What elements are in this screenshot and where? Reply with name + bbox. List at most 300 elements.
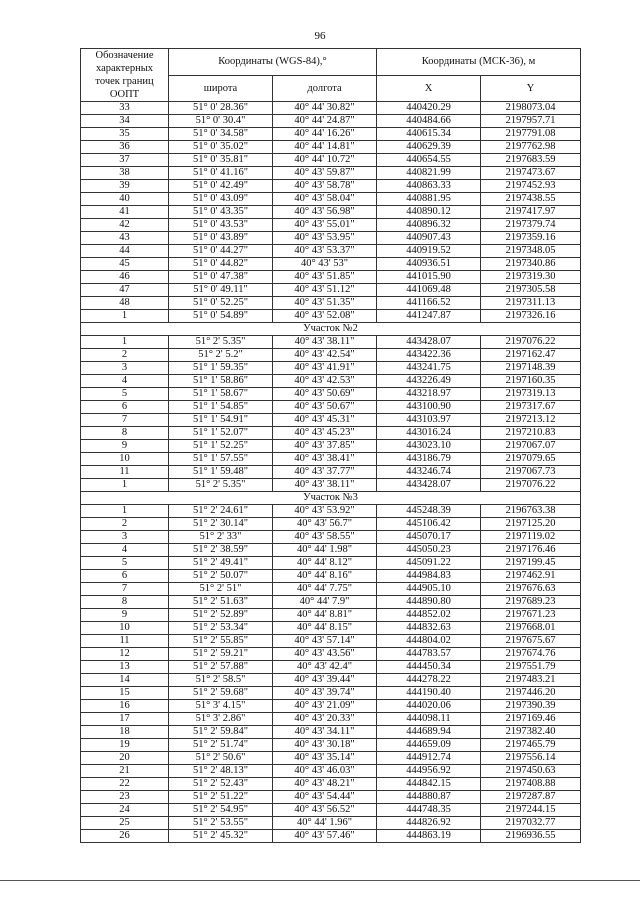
x-cell: 443103.97	[377, 414, 481, 427]
y-cell: 2197311.13	[481, 297, 581, 310]
y-cell: 2197382.40	[481, 726, 581, 739]
longitude-cell: 40° 44' 8.12"	[273, 557, 377, 570]
latitude-cell: 51° 0' 28.36"	[169, 102, 273, 115]
point-number-cell: 25	[81, 817, 169, 830]
longitude-header: долгота	[273, 75, 377, 102]
table-row	[81, 583, 581, 596]
longitude-cell: 40° 44' 7.75"	[273, 583, 377, 596]
longitude-cell: 40° 43' 53.95"	[273, 232, 377, 245]
point-number-cell: 5	[81, 557, 169, 570]
point-number-cell: 17	[81, 713, 169, 726]
y-cell: 2197791.08	[481, 128, 581, 141]
x-cell: 440919.52	[377, 245, 481, 258]
longitude-cell: 40° 43' 50.67"	[273, 401, 377, 414]
longitude-cell: 40° 44' 8.81"	[273, 609, 377, 622]
x-cell: 443226.49	[377, 375, 481, 388]
x-cell: 440654.55	[377, 154, 481, 167]
latitude-cell: 51° 2' 45.32"	[169, 830, 273, 843]
x-cell: 445091.22	[377, 557, 481, 570]
table-row	[81, 427, 581, 440]
x-cell: 443023.10	[377, 440, 481, 453]
y-cell: 2197762.98	[481, 141, 581, 154]
table-row	[81, 778, 581, 791]
y-cell: 2197683.59	[481, 154, 581, 167]
y-cell: 2197674.76	[481, 648, 581, 661]
x-cell: 441069.48	[377, 284, 481, 297]
latitude-cell: 51° 2' 58.5"	[169, 674, 273, 687]
y-cell: 2197305.58	[481, 284, 581, 297]
longitude-cell: 40° 43' 21.09"	[273, 700, 377, 713]
point-number-cell: 7	[81, 414, 169, 427]
point-number-cell: 10	[81, 453, 169, 466]
y-cell: 2197210.83	[481, 427, 581, 440]
y-cell: 2197551.79	[481, 661, 581, 674]
page-number: 96	[314, 30, 326, 42]
point-number-cell: 33	[81, 102, 169, 115]
longitude-cell: 40° 43' 42.53"	[273, 375, 377, 388]
point-number-cell: 35	[81, 128, 169, 141]
longitude-cell: 40° 43' 55.01"	[273, 219, 377, 232]
latitude-cell: 51° 0' 43.35"	[169, 206, 273, 219]
y-cell: 2197287.87	[481, 791, 581, 804]
latitude-cell: 51° 2' 5.2"	[169, 349, 273, 362]
longitude-cell: 40° 43' 30.18"	[273, 739, 377, 752]
latitude-cell: 51° 0' 35.02"	[169, 141, 273, 154]
latitude-cell: 51° 1' 52.25"	[169, 440, 273, 453]
y-cell: 2198073.04	[481, 102, 581, 115]
y-cell: 2197689.23	[481, 596, 581, 609]
point-number-cell: 8	[81, 596, 169, 609]
table-row	[81, 258, 581, 271]
section-title-row	[81, 323, 581, 336]
table-row	[81, 336, 581, 349]
table-row	[81, 765, 581, 778]
table-row	[81, 310, 581, 323]
point-number-cell: 18	[81, 726, 169, 739]
y-cell: 2197067.07	[481, 440, 581, 453]
longitude-cell: 40° 43' 51.35"	[273, 297, 377, 310]
longitude-cell: 40° 43' 41.91"	[273, 362, 377, 375]
x-cell: 444863.19	[377, 830, 481, 843]
y-cell: 2196763.38	[481, 505, 581, 518]
latitude-cell: 51° 1' 59.48"	[169, 466, 273, 479]
x-cell: 444842.15	[377, 778, 481, 791]
latitude-cell: 51° 0' 44.27"	[169, 245, 273, 258]
point-number-cell: 8	[81, 427, 169, 440]
latitude-cell: 51° 2' 49.41"	[169, 557, 273, 570]
longitude-cell: 40° 44' 10.72"	[273, 154, 377, 167]
table-row	[81, 726, 581, 739]
table-row	[81, 661, 581, 674]
x-cell: 444190.40	[377, 687, 481, 700]
table-row	[81, 154, 581, 167]
table-row	[81, 219, 581, 232]
x-cell: 444020.06	[377, 700, 481, 713]
section-title: Участок №2	[81, 323, 581, 336]
longitude-cell: 40° 43' 38.41"	[273, 453, 377, 466]
latitude-cell: 51° 2' 51.74"	[169, 739, 273, 752]
x-cell: 441247.87	[377, 310, 481, 323]
longitude-cell: 40° 43' 45.23"	[273, 427, 377, 440]
y-cell: 2197676.63	[481, 583, 581, 596]
longitude-cell: 40° 43' 52.08"	[273, 310, 377, 323]
y-cell: 2197348.05	[481, 245, 581, 258]
section-title: Участок №3	[81, 492, 581, 505]
latitude-cell: 51° 0' 54.89"	[169, 310, 273, 323]
y-cell: 2197408.88	[481, 778, 581, 791]
table-row	[81, 505, 581, 518]
longitude-cell: 40° 43' 59.87"	[273, 167, 377, 180]
longitude-cell: 40° 44' 30.82"	[273, 102, 377, 115]
y-cell: 2197675.67	[481, 635, 581, 648]
longitude-cell: 40° 44' 8.15"	[273, 622, 377, 635]
point-number-cell: 48	[81, 297, 169, 310]
y-cell: 2197462.91	[481, 570, 581, 583]
y-cell: 2197957.71	[481, 115, 581, 128]
x-cell: 445106.42	[377, 518, 481, 531]
table-row	[81, 687, 581, 700]
y-cell: 2197340.86	[481, 258, 581, 271]
x-cell: 444826.92	[377, 817, 481, 830]
longitude-cell: 40° 43' 39.74"	[273, 687, 377, 700]
y-cell: 2197148.39	[481, 362, 581, 375]
latitude-cell: 51° 2' 55.85"	[169, 635, 273, 648]
x-cell: 441166.52	[377, 297, 481, 310]
point-number-cell: 5	[81, 388, 169, 401]
x-cell: 441015.90	[377, 271, 481, 284]
table-body	[81, 102, 581, 843]
latitude-cell: 51° 0' 35.81"	[169, 154, 273, 167]
point-number-cell: 4	[81, 544, 169, 557]
latitude-cell: 51° 2' 53.55"	[169, 817, 273, 830]
point-number-cell: 23	[81, 791, 169, 804]
y-cell: 2197076.22	[481, 479, 581, 492]
latitude-cell: 51° 2' 51.22"	[169, 791, 273, 804]
point-number-cell: 2	[81, 518, 169, 531]
x-cell: 444890.80	[377, 596, 481, 609]
latitude-cell: 51° 1' 59.35"	[169, 362, 273, 375]
longitude-cell: 40° 43' 37.85"	[273, 440, 377, 453]
longitude-cell: 40° 43' 51.85"	[273, 271, 377, 284]
latitude-cell: 51° 2' 50.07"	[169, 570, 273, 583]
point-number-cell: 38	[81, 167, 169, 180]
point-number-cell: 46	[81, 271, 169, 284]
x-cell: 443241.75	[377, 362, 481, 375]
longitude-cell: 40° 43' 38.11"	[273, 479, 377, 492]
table-row	[81, 713, 581, 726]
y-cell: 2197668.01	[481, 622, 581, 635]
table-row	[81, 635, 581, 648]
y-cell: 2197379.74	[481, 219, 581, 232]
x-cell: 443016.24	[377, 427, 481, 440]
x-cell: 444912.74	[377, 752, 481, 765]
table-row	[81, 557, 581, 570]
x-cell: 444689.94	[377, 726, 481, 739]
point-number-cell: 11	[81, 635, 169, 648]
point-number-cell: 3	[81, 362, 169, 375]
y-cell: 2197417.97	[481, 206, 581, 219]
longitude-cell: 40° 43' 20.33"	[273, 713, 377, 726]
y-cell: 2197473.67	[481, 167, 581, 180]
x-cell: 440821.99	[377, 167, 481, 180]
x-cell: 440881.95	[377, 193, 481, 206]
point-number-cell: 40	[81, 193, 169, 206]
longitude-cell: 40° 43' 50.69"	[273, 388, 377, 401]
table-row	[81, 752, 581, 765]
table-row	[81, 700, 581, 713]
latitude-cell: 51° 2' 52.43"	[169, 778, 273, 791]
point-number-cell: 19	[81, 739, 169, 752]
y-cell: 2197671.23	[481, 609, 581, 622]
y-cell: 2197483.21	[481, 674, 581, 687]
latitude-cell: 51° 0' 52.25"	[169, 297, 273, 310]
table-row	[81, 128, 581, 141]
table-row	[81, 193, 581, 206]
latitude-cell: 51° 3' 2.86"	[169, 713, 273, 726]
y-cell: 2197067.73	[481, 466, 581, 479]
latitude-cell: 51° 2' 52.89"	[169, 609, 273, 622]
latitude-cell: 51° 1' 54.85"	[169, 401, 273, 414]
x-header: X	[377, 75, 481, 102]
y-cell: 2197319.30	[481, 271, 581, 284]
point-number-cell: 3	[81, 531, 169, 544]
point-number-cell: 47	[81, 284, 169, 297]
x-cell: 444098.11	[377, 713, 481, 726]
latitude-cell: 51° 2' 30.14"	[169, 518, 273, 531]
point-number-cell: 21	[81, 765, 169, 778]
latitude-cell: 51° 1' 58.67"	[169, 388, 273, 401]
table-row	[81, 167, 581, 180]
x-cell: 444984.83	[377, 570, 481, 583]
table-row	[81, 674, 581, 687]
point-number-cell: 41	[81, 206, 169, 219]
longitude-cell: 40° 43' 39.44"	[273, 674, 377, 687]
latitude-cell: 51° 0' 43.09"	[169, 193, 273, 206]
latitude-cell: 51° 2' 24.61"	[169, 505, 273, 518]
y-cell: 2197169.46	[481, 713, 581, 726]
table-row	[81, 349, 581, 362]
latitude-cell: 51° 0' 47.38"	[169, 271, 273, 284]
longitude-cell: 40° 43' 38.11"	[273, 336, 377, 349]
x-cell: 444450.34	[377, 661, 481, 674]
point-number-cell: 12	[81, 648, 169, 661]
point-number-cell: 7	[81, 583, 169, 596]
table-row	[81, 791, 581, 804]
y-cell: 2197556.14	[481, 752, 581, 765]
table-row	[81, 817, 581, 830]
wgs-group-header: Координаты (WGS-84),°	[169, 49, 377, 76]
x-cell: 440629.39	[377, 141, 481, 154]
point-number-cell: 6	[81, 570, 169, 583]
table-row	[81, 466, 581, 479]
point-number-cell: 14	[81, 674, 169, 687]
x-cell: 440420.29	[377, 102, 481, 115]
latitude-cell: 51° 2' 51"	[169, 583, 273, 596]
table-row	[81, 297, 581, 310]
y-cell: 2197125.20	[481, 518, 581, 531]
longitude-cell: 40° 43' 57.14"	[273, 635, 377, 648]
table-row	[81, 830, 581, 843]
longitude-cell: 40° 44' 7.9"	[273, 596, 377, 609]
y-cell: 2197079.65	[481, 453, 581, 466]
longitude-cell: 40° 43' 58.55"	[273, 531, 377, 544]
longitude-cell: 40° 43' 53"	[273, 258, 377, 271]
y-cell: 2197032.77	[481, 817, 581, 830]
point-number-cell: 1	[81, 479, 169, 492]
longitude-cell: 40° 43' 43.56"	[273, 648, 377, 661]
longitude-cell: 40° 44' 8.16"	[273, 570, 377, 583]
table-row	[81, 622, 581, 635]
y-cell: 2197317.67	[481, 401, 581, 414]
x-cell: 444832.63	[377, 622, 481, 635]
y-cell: 2197326.16	[481, 310, 581, 323]
point-number-cell: 22	[81, 778, 169, 791]
point-number-cell: 16	[81, 700, 169, 713]
x-cell: 440896.32	[377, 219, 481, 232]
x-cell: 445248.39	[377, 505, 481, 518]
table-row	[81, 609, 581, 622]
table-row	[81, 271, 581, 284]
table-row	[81, 141, 581, 154]
msk-group-header: Координаты (МСК-36), м	[377, 49, 581, 76]
table-row	[81, 232, 581, 245]
point-number-cell: 10	[81, 622, 169, 635]
table-row	[81, 739, 581, 752]
point-number-cell: 39	[81, 180, 169, 193]
longitude-cell: 40° 43' 48.21"	[273, 778, 377, 791]
y-cell: 2196936.55	[481, 830, 581, 843]
latitude-cell: 51° 2' 5.35"	[169, 479, 273, 492]
latitude-cell: 51° 2' 57.88"	[169, 661, 273, 674]
longitude-cell: 40° 43' 54.44"	[273, 791, 377, 804]
table-row	[81, 453, 581, 466]
y-cell: 2197446.20	[481, 687, 581, 700]
table-row	[81, 180, 581, 193]
longitude-cell: 40° 43' 58.78"	[273, 180, 377, 193]
y-cell: 2197162.47	[481, 349, 581, 362]
y-cell: 2197438.55	[481, 193, 581, 206]
latitude-cell: 51° 2' 59.68"	[169, 687, 273, 700]
x-cell: 444659.09	[377, 739, 481, 752]
latitude-cell: 51° 2' 54.95"	[169, 804, 273, 817]
y-cell: 2197076.22	[481, 336, 581, 349]
latitude-cell: 51° 1' 54.91"	[169, 414, 273, 427]
table-row	[81, 284, 581, 297]
y-cell: 2197450.63	[481, 765, 581, 778]
x-cell: 444278.22	[377, 674, 481, 687]
longitude-cell: 40° 43' 53.37"	[273, 245, 377, 258]
x-cell: 443428.07	[377, 479, 481, 492]
latitude-cell: 51° 0' 44.82"	[169, 258, 273, 271]
table-row	[81, 648, 581, 661]
latitude-header: широта	[169, 75, 273, 102]
y-cell: 2197213.12	[481, 414, 581, 427]
point-number-cell: 43	[81, 232, 169, 245]
latitude-cell: 51° 2' 38.59"	[169, 544, 273, 557]
x-cell: 440936.51	[377, 258, 481, 271]
point-number-cell: 4	[81, 375, 169, 388]
longitude-cell: 40° 43' 45.31"	[273, 414, 377, 427]
table-row	[81, 245, 581, 258]
point-label-header: Обозначение характерных точек границ ООПТ	[81, 49, 169, 102]
longitude-cell: 40° 44' 1.96"	[273, 817, 377, 830]
table-row	[81, 479, 581, 492]
table-row	[81, 206, 581, 219]
point-number-cell: 6	[81, 401, 169, 414]
point-number-cell: 26	[81, 830, 169, 843]
x-cell: 440863.33	[377, 180, 481, 193]
x-cell: 440615.34	[377, 128, 481, 141]
x-cell: 440907.43	[377, 232, 481, 245]
x-cell: 443246.74	[377, 466, 481, 479]
x-cell: 444852.02	[377, 609, 481, 622]
coordinates-table	[80, 48, 581, 843]
latitude-cell: 51° 2' 53.34"	[169, 622, 273, 635]
table-row	[81, 375, 581, 388]
point-number-cell: 1	[81, 310, 169, 323]
y-cell: 2197160.35	[481, 375, 581, 388]
y-cell: 2197452.93	[481, 180, 581, 193]
longitude-cell: 40° 43' 56.7"	[273, 518, 377, 531]
table-row	[81, 804, 581, 817]
latitude-cell: 51° 0' 42.49"	[169, 180, 273, 193]
table-row	[81, 531, 581, 544]
x-cell: 444783.57	[377, 648, 481, 661]
longitude-cell: 40° 44' 14.81"	[273, 141, 377, 154]
point-number-cell: 9	[81, 609, 169, 622]
y-cell: 2197244.15	[481, 804, 581, 817]
longitude-cell: 40° 43' 42.54"	[273, 349, 377, 362]
latitude-cell: 51° 3' 4.15"	[169, 700, 273, 713]
y-cell: 2197199.45	[481, 557, 581, 570]
table-row	[81, 414, 581, 427]
longitude-cell: 40° 44' 1.98"	[273, 544, 377, 557]
x-cell: 443100.90	[377, 401, 481, 414]
x-cell: 444804.02	[377, 635, 481, 648]
point-number-cell: 44	[81, 245, 169, 258]
table-row	[81, 115, 581, 128]
latitude-cell: 51° 0' 49.11"	[169, 284, 273, 297]
y-cell: 2197390.39	[481, 700, 581, 713]
point-number-cell: 15	[81, 687, 169, 700]
y-cell: 2197359.16	[481, 232, 581, 245]
y-cell: 2197176.46	[481, 544, 581, 557]
longitude-cell: 40° 43' 35.14"	[273, 752, 377, 765]
latitude-cell: 51° 1' 57.55"	[169, 453, 273, 466]
latitude-cell: 51° 0' 41.16"	[169, 167, 273, 180]
point-number-cell: 36	[81, 141, 169, 154]
x-cell: 444905.10	[377, 583, 481, 596]
x-cell: 445050.23	[377, 544, 481, 557]
x-cell: 444880.87	[377, 791, 481, 804]
point-number-cell: 9	[81, 440, 169, 453]
y-cell: 2197465.79	[481, 739, 581, 752]
latitude-cell: 51° 2' 59.84"	[169, 726, 273, 739]
table-row	[81, 388, 581, 401]
table-row	[81, 570, 581, 583]
table-row	[81, 102, 581, 115]
page-bottom-rule	[0, 880, 640, 881]
x-cell: 440890.12	[377, 206, 481, 219]
point-number-cell: 1	[81, 336, 169, 349]
point-number-cell: 37	[81, 154, 169, 167]
x-cell: 443186.79	[377, 453, 481, 466]
latitude-cell: 51° 0' 30.4"	[169, 115, 273, 128]
longitude-cell: 40° 43' 34.11"	[273, 726, 377, 739]
x-cell: 443422.36	[377, 349, 481, 362]
x-cell: 443218.97	[377, 388, 481, 401]
latitude-cell: 51° 2' 59.21"	[169, 648, 273, 661]
